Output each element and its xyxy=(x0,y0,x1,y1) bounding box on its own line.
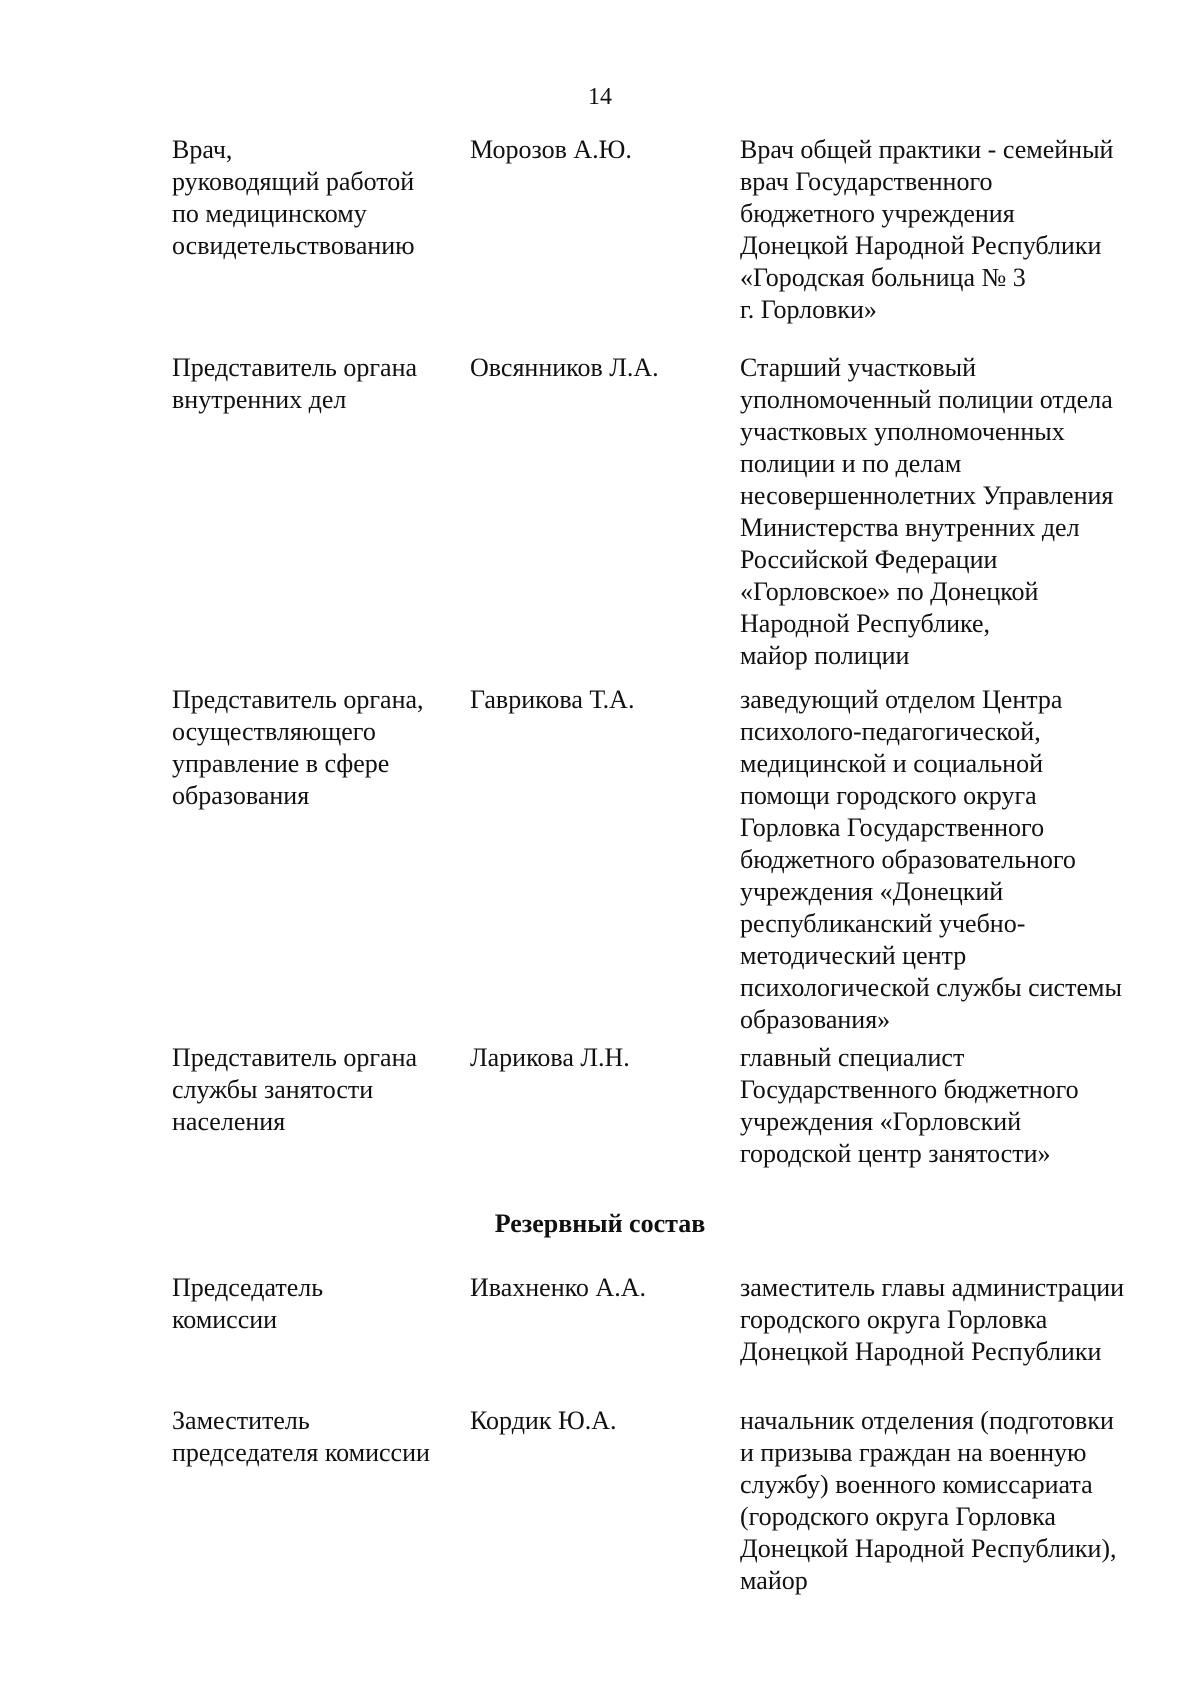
member-role: Представитель органа службы занятости населения xyxy=(172,1043,418,1136)
page-number: 14 xyxy=(588,84,612,110)
member-name: Гаврикова Т.А. xyxy=(470,685,635,714)
member-name: Ларикова Л.Н. xyxy=(470,1043,630,1072)
member-description: заведующий отделом Центра психолого-педагогической, медицинской и социальной помощи городского округа Горловка Государственного бюджетного образовательного учреждения «Донецкий республиканский учебно- методический центр психологической службы системы образования» xyxy=(740,685,1122,1034)
member-role: Заместитель председателя комиссии xyxy=(172,1406,430,1467)
member-role: Врач, руководящий работой по медицинскому освидетельствованию xyxy=(172,135,415,260)
reserve-section-title: Резервный состав xyxy=(494,1209,706,1238)
member-role: Представитель органа, осуществляющего управление в сфере образования xyxy=(172,685,424,810)
member-role: Председатель комиссии xyxy=(172,1273,324,1334)
member-name: Овсянников Л.А. xyxy=(470,353,659,382)
member-description: начальник отделения (подготовки и призыва граждан на военную службу) военного комиссариата (городского округа Горловка Донецкой Народной Республики), майор xyxy=(740,1406,1117,1595)
member-description: заместитель главы администрации городского округа Горловка Донецкой Народной Республики xyxy=(740,1273,1125,1366)
member-description: Врач общей практики - семейный врач Государственного бюджетного учреждения Донецкой Народной Республики «Городская больница № 3 г. Горловки» xyxy=(740,135,1114,324)
member-description: Старший участковый уполномоченный полиции отдела участковых уполномоченных полиции и по делам несовершеннолетних Управления Министерства внутренних дел Российской Федерации «Горловское» по Донецкой Народной Республике, майор полиции xyxy=(740,353,1114,670)
member-role: Представитель органа внутренних дел xyxy=(172,353,418,414)
member-name: Ивахненко А.А. xyxy=(470,1273,646,1302)
member-name: Кордик Ю.А. xyxy=(470,1406,617,1435)
member-description: главный специалист Государственного бюджетного учреждения «Горловский городской центр занятости» xyxy=(740,1043,1079,1168)
member-name: Морозов А.Ю. xyxy=(470,135,632,164)
